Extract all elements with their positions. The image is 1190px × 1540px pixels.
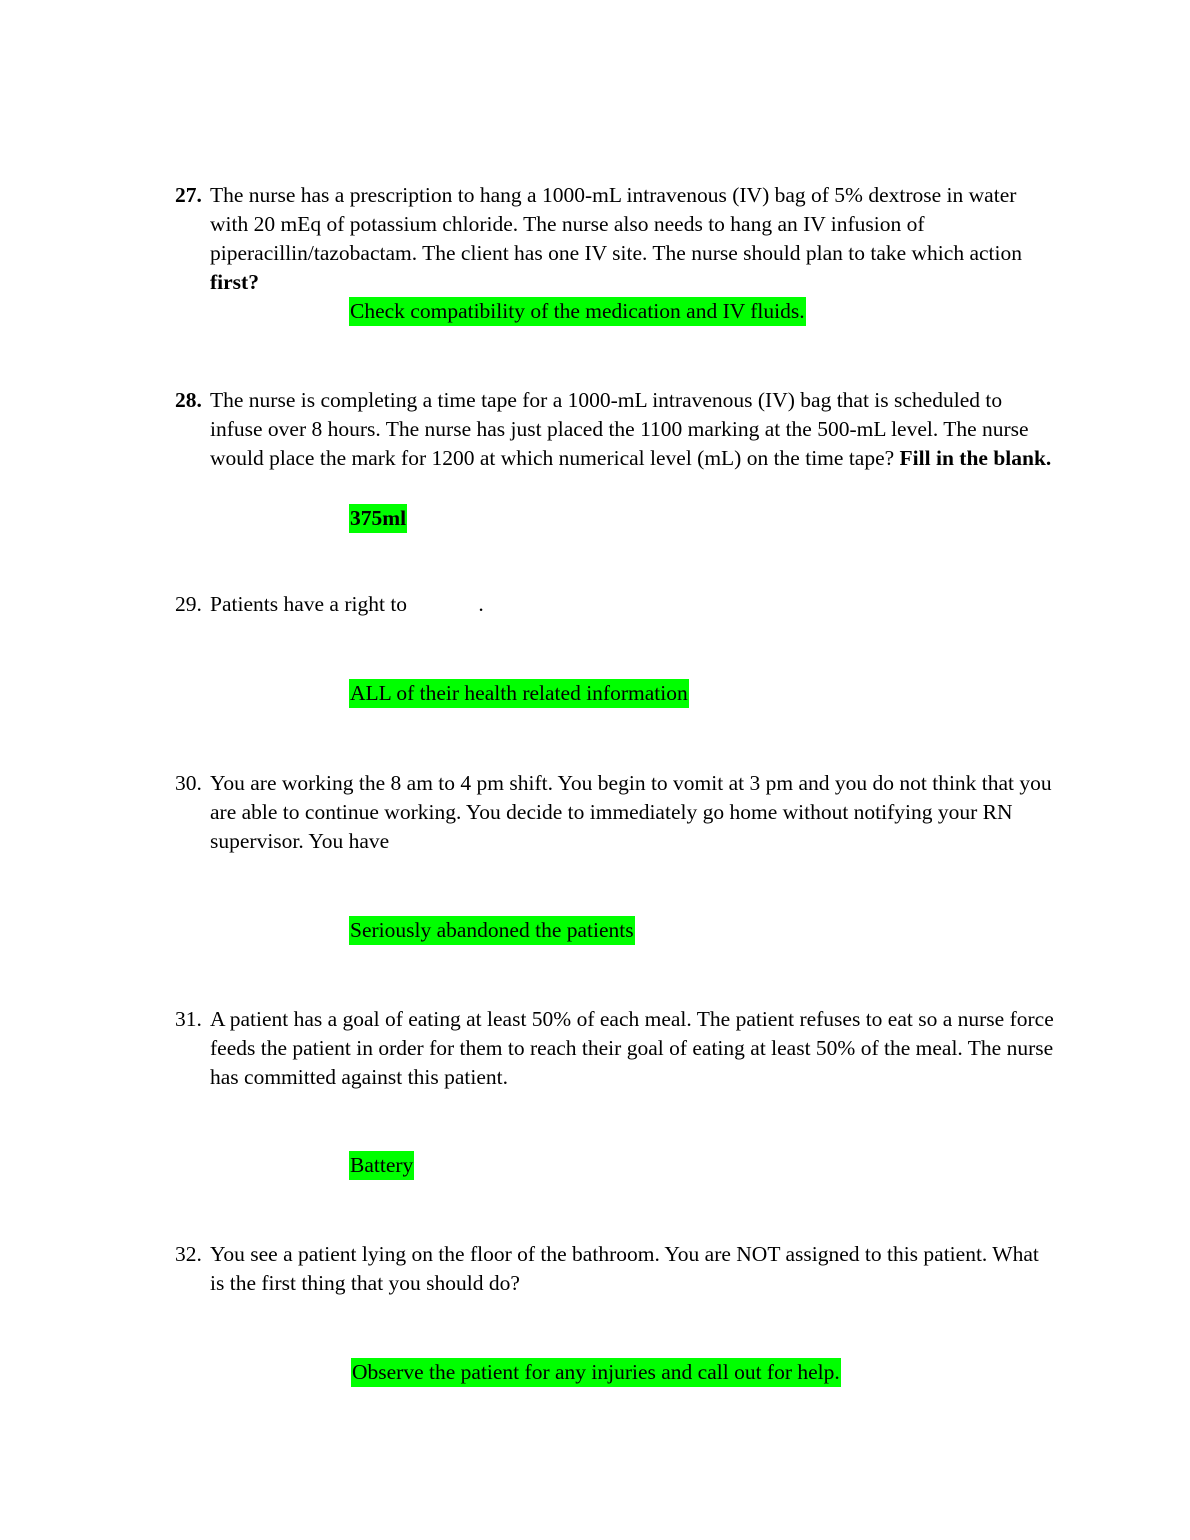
question-number: 29. [175,592,202,616]
answer-27: Check compatibility of the medication and IV fluids. [349,297,806,326]
question-emphasis: first? [210,270,259,294]
question-28 [175,386,1055,473]
question-30 [175,769,1055,856]
answer-32: Observe the patient for any injuries and call out for help. [351,1358,841,1387]
question-number: 28. [175,388,202,412]
question-text: You see a patient lying on the floor of the bathroom. You are NOT assigned to this patient. What is the first thing that you should do? [210,1242,1039,1295]
question-emphasis: Fill in the blank. [899,446,1052,470]
question-31 [175,1005,1055,1092]
question-number: 30. [175,771,202,795]
question-32 [175,1240,1055,1298]
answer-31: Battery [349,1151,414,1180]
question-number: 27. [175,183,202,207]
question-29 [175,590,1055,619]
answer-29: ALL of their health related information [349,679,689,708]
question-text: The nurse has a prescription to hang a 1000-mL intravenous (IV) bag of 5% dextrose in water with 20 mEq of potassium chloride. The nurse also needs to hang an IV infusion of piperacillin/tazobactam. The client has one IV site. The nurse should plan to take which action first? [210,183,1022,294]
answer-28: 375ml [349,504,407,533]
question-text: A patient has a goal of eating at least 50% of each meal. The patient refuses to eat so a nurse force feeds the patient in order for them to reach their goal of eating at least 50% of the meal. The nurse has committed against this patient. [210,1007,1054,1089]
question-text: Patients have a right to . [210,592,484,616]
question-text: The nurse is completing a time tape for a 1000-mL intravenous (IV) bag that is scheduled to infuse over 8 hours. The nurse has just placed the 1100 marking at the 500-mL level. The nurse would place the mark for 1200 at which numerical level (mL) on the time tape? Fill in the blank. [210,388,1052,470]
question-27 [175,181,1055,297]
answer-30: Seriously abandoned the patients [349,916,635,945]
question-text: You are working the 8 am to 4 pm shift. You begin to vomit at 3 pm and you do not think that you are able to continue working. You decide to immediately go home without notifying your RN supervisor. You have [210,771,1052,853]
question-number: 32. [175,1242,202,1266]
blank-suffix: . [478,592,484,616]
question-number: 31. [175,1007,202,1031]
